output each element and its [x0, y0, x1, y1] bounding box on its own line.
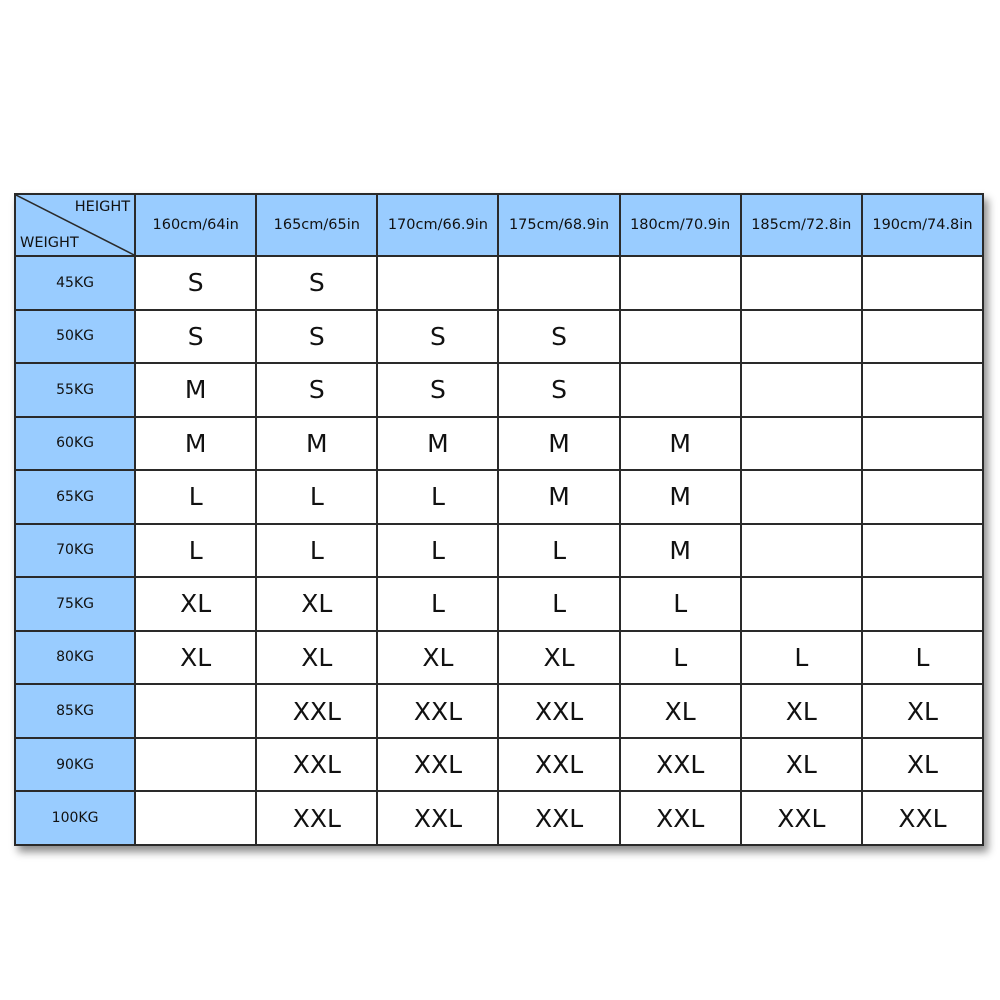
height-column-header: 165cm/65in: [256, 194, 377, 256]
size-cell: S: [256, 256, 377, 310]
size-cell: XXL: [620, 791, 741, 845]
size-cell: XL: [741, 738, 862, 792]
height-column-header: 185cm/72.8in: [741, 194, 862, 256]
size-cell: L: [741, 631, 862, 685]
size-cell: XL: [135, 631, 256, 685]
weight-row-header: 65KG: [15, 470, 135, 524]
size-cell: [741, 524, 862, 578]
size-cell: XXL: [377, 791, 498, 845]
size-cell: S: [377, 310, 498, 364]
size-cell: L: [377, 577, 498, 631]
size-cell: M: [498, 470, 619, 524]
size-cell: S: [498, 363, 619, 417]
size-cell: [862, 417, 983, 471]
weight-row-header: 60KG: [15, 417, 135, 471]
header-row: [15, 194, 983, 256]
size-cell: L: [135, 524, 256, 578]
table-row: [15, 577, 983, 631]
size-cell: [862, 577, 983, 631]
height-axis-label: HEIGHT: [74, 199, 131, 215]
size-cell: M: [498, 417, 619, 471]
weight-row-header: 70KG: [15, 524, 135, 578]
size-cell: L: [377, 524, 498, 578]
size-cell: XL: [862, 738, 983, 792]
height-column-header: 170cm/66.9in: [377, 194, 498, 256]
size-cell: XL: [498, 631, 619, 685]
size-cell: [377, 256, 498, 310]
size-cell: [862, 363, 983, 417]
size-cell: M: [377, 417, 498, 471]
size-cell: S: [256, 310, 377, 364]
table-row: [15, 791, 983, 845]
size-cell: M: [135, 363, 256, 417]
size-cell: XXL: [498, 684, 619, 738]
size-cell: [741, 470, 862, 524]
size-cell: XXL: [377, 684, 498, 738]
height-column-header: 190cm/74.8in: [862, 194, 983, 256]
size-cell: L: [256, 470, 377, 524]
size-cell: L: [498, 524, 619, 578]
table-row: [15, 470, 983, 524]
height-column-header: 180cm/70.9in: [620, 194, 741, 256]
weight-row-header: 45KG: [15, 256, 135, 310]
size-cell: [620, 256, 741, 310]
size-cell: [741, 417, 862, 471]
size-cell: [498, 256, 619, 310]
table-row: [15, 363, 983, 417]
size-cell: L: [256, 524, 377, 578]
size-chart-table: [14, 193, 984, 846]
size-cell: L: [620, 631, 741, 685]
size-cell: XL: [256, 631, 377, 685]
size-cell: [862, 310, 983, 364]
size-cell: XXL: [862, 791, 983, 845]
table-row: [15, 417, 983, 471]
size-cell: XL: [741, 684, 862, 738]
size-cell: S: [256, 363, 377, 417]
table-row: [15, 631, 983, 685]
weight-row-header: 100KG: [15, 791, 135, 845]
size-cell: [741, 256, 862, 310]
size-cell: L: [377, 470, 498, 524]
size-cell: S: [377, 363, 498, 417]
weight-row-header: 50KG: [15, 310, 135, 364]
size-cell: [741, 310, 862, 364]
size-cell: M: [620, 524, 741, 578]
weight-row-header: 75KG: [15, 577, 135, 631]
table-body: [15, 256, 983, 845]
table-row: [15, 738, 983, 792]
size-cell: M: [620, 470, 741, 524]
weight-row-header: 90KG: [15, 738, 135, 792]
size-cell: [862, 256, 983, 310]
size-cell: [741, 577, 862, 631]
size-cell: L: [135, 470, 256, 524]
size-cell: XL: [135, 577, 256, 631]
size-chart: [14, 193, 984, 846]
size-cell: XXL: [256, 738, 377, 792]
weight-row-header: 80KG: [15, 631, 135, 685]
size-cell: S: [135, 310, 256, 364]
size-cell: XL: [256, 577, 377, 631]
size-cell: S: [498, 310, 619, 364]
size-cell: L: [862, 631, 983, 685]
size-cell: XL: [620, 684, 741, 738]
size-cell: XL: [862, 684, 983, 738]
size-cell: XXL: [377, 738, 498, 792]
size-cell: [862, 524, 983, 578]
size-cell: [620, 310, 741, 364]
size-cell: [620, 363, 741, 417]
weight-axis-label: WEIGHT: [20, 235, 79, 251]
size-cell: XXL: [256, 684, 377, 738]
weight-row-header: 55KG: [15, 363, 135, 417]
table-row: [15, 310, 983, 364]
size-cell: M: [135, 417, 256, 471]
size-cell: XXL: [498, 791, 619, 845]
size-cell: [135, 684, 256, 738]
height-column-header: 160cm/64in: [135, 194, 256, 256]
size-cell: [135, 738, 256, 792]
size-cell: M: [256, 417, 377, 471]
size-cell: L: [498, 577, 619, 631]
table-row: [15, 684, 983, 738]
size-cell: [741, 363, 862, 417]
table-row: [15, 256, 983, 310]
corner-header-cell: [15, 194, 135, 256]
size-cell: L: [620, 577, 741, 631]
size-cell: [862, 470, 983, 524]
size-cell: M: [620, 417, 741, 471]
size-cell: S: [135, 256, 256, 310]
size-cell: XXL: [256, 791, 377, 845]
size-cell: XXL: [620, 738, 741, 792]
size-cell: XXL: [741, 791, 862, 845]
height-column-header: 175cm/68.9in: [498, 194, 619, 256]
table-row: [15, 524, 983, 578]
size-cell: XXL: [498, 738, 619, 792]
size-cell: [135, 791, 256, 845]
weight-row-header: 85KG: [15, 684, 135, 738]
size-cell: XL: [377, 631, 498, 685]
